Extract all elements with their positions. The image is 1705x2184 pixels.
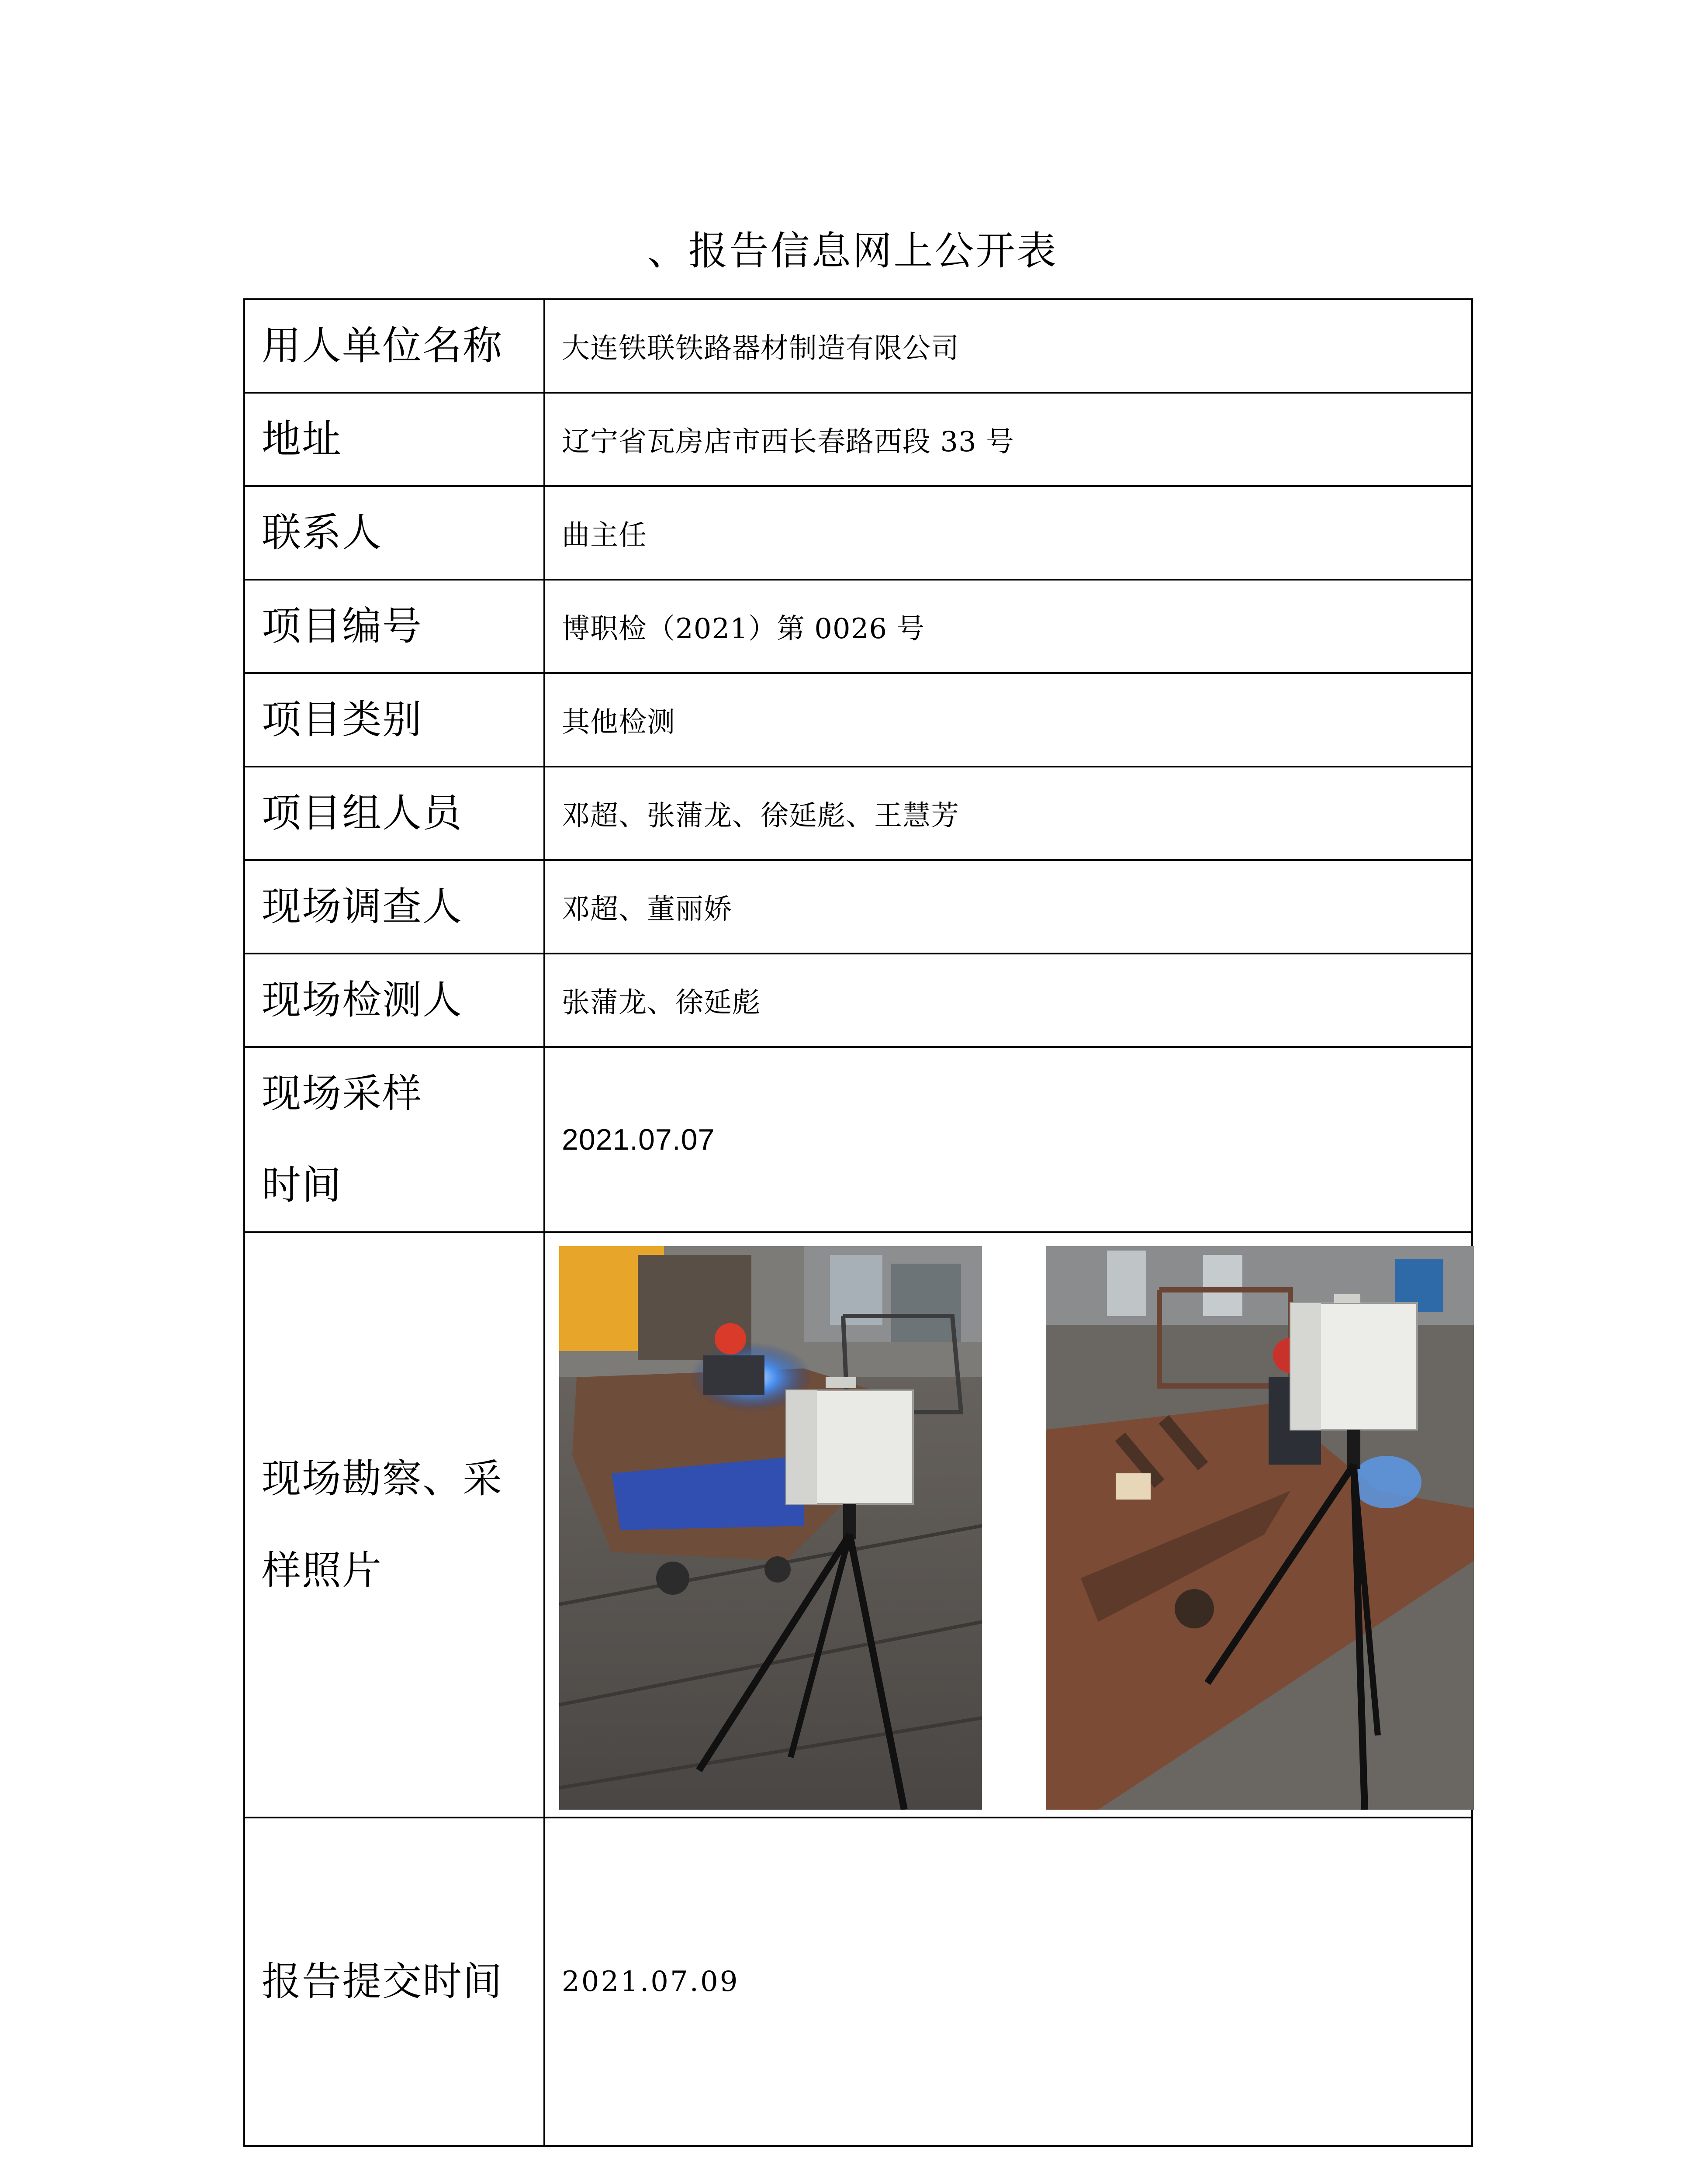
label-photos-line1: 现场勘察、采 xyxy=(262,1456,503,1502)
label-employer-name: 用人单位名称 xyxy=(244,299,544,393)
label-sampling-time-line2: 时间 xyxy=(262,1162,342,1208)
label-project-number: 项目编号 xyxy=(244,580,544,673)
page-title: 、报告信息网上公开表 xyxy=(647,228,1058,274)
label-project-team: 项目组人员 xyxy=(244,767,544,860)
value-site-tester: 张蒲龙、徐延彪 xyxy=(544,954,1472,1047)
right-photo xyxy=(1046,1246,1474,1810)
table-row xyxy=(244,954,1472,1047)
workshop-sampling-photo-icon xyxy=(559,1246,982,1810)
table-row xyxy=(244,393,1472,486)
table-row xyxy=(244,1047,1472,1232)
label-sampling-time-line1: 现场采样 xyxy=(262,1071,422,1116)
table-row xyxy=(244,767,1472,860)
value-project-number: 博职检（2021）第 0026 号 xyxy=(544,580,1472,673)
value-site-investigator: 邓超、董丽娇 xyxy=(544,860,1472,954)
left-photo xyxy=(559,1246,982,1810)
value-project-category: 其他检测 xyxy=(544,673,1472,767)
workshop-sampling-photo-icon xyxy=(1046,1246,1474,1810)
table-row xyxy=(244,860,1472,954)
label-photos-line2: 样照片 xyxy=(262,1548,382,1593)
table-row xyxy=(244,486,1472,580)
value-employer-name: 大连铁联铁路器材制造有限公司 xyxy=(544,299,1472,393)
label-address: 地址 xyxy=(244,393,544,486)
table-row xyxy=(244,580,1472,673)
table-row xyxy=(244,673,1472,767)
value-sampling-time: 2021.07.07 xyxy=(544,1047,1472,1232)
label-report-submit-time: 报告提交时间 xyxy=(244,1818,544,2146)
label-contact: 联系人 xyxy=(244,486,544,580)
label-project-category: 项目类别 xyxy=(244,673,544,767)
table-row xyxy=(244,1232,1472,1818)
label-photos xyxy=(244,1232,544,1818)
photos-container xyxy=(545,1233,1471,1817)
info-table xyxy=(243,298,1473,2147)
value-report-submit-time: 2021.07.09 xyxy=(544,1818,1472,2146)
table-row xyxy=(244,1818,1472,2146)
value-contact: 曲主任 xyxy=(544,486,1472,580)
value-address: 辽宁省瓦房店市西长春路西段 33 号 xyxy=(544,393,1472,486)
value-project-team: 邓超、张蒲龙、徐延彪、王慧芳 xyxy=(544,767,1472,860)
label-site-investigator: 现场调查人 xyxy=(244,860,544,954)
label-sampling-time xyxy=(244,1047,544,1232)
photos-cell xyxy=(544,1232,1472,1818)
label-site-tester: 现场检测人 xyxy=(244,954,544,1047)
table-row xyxy=(244,299,1472,393)
